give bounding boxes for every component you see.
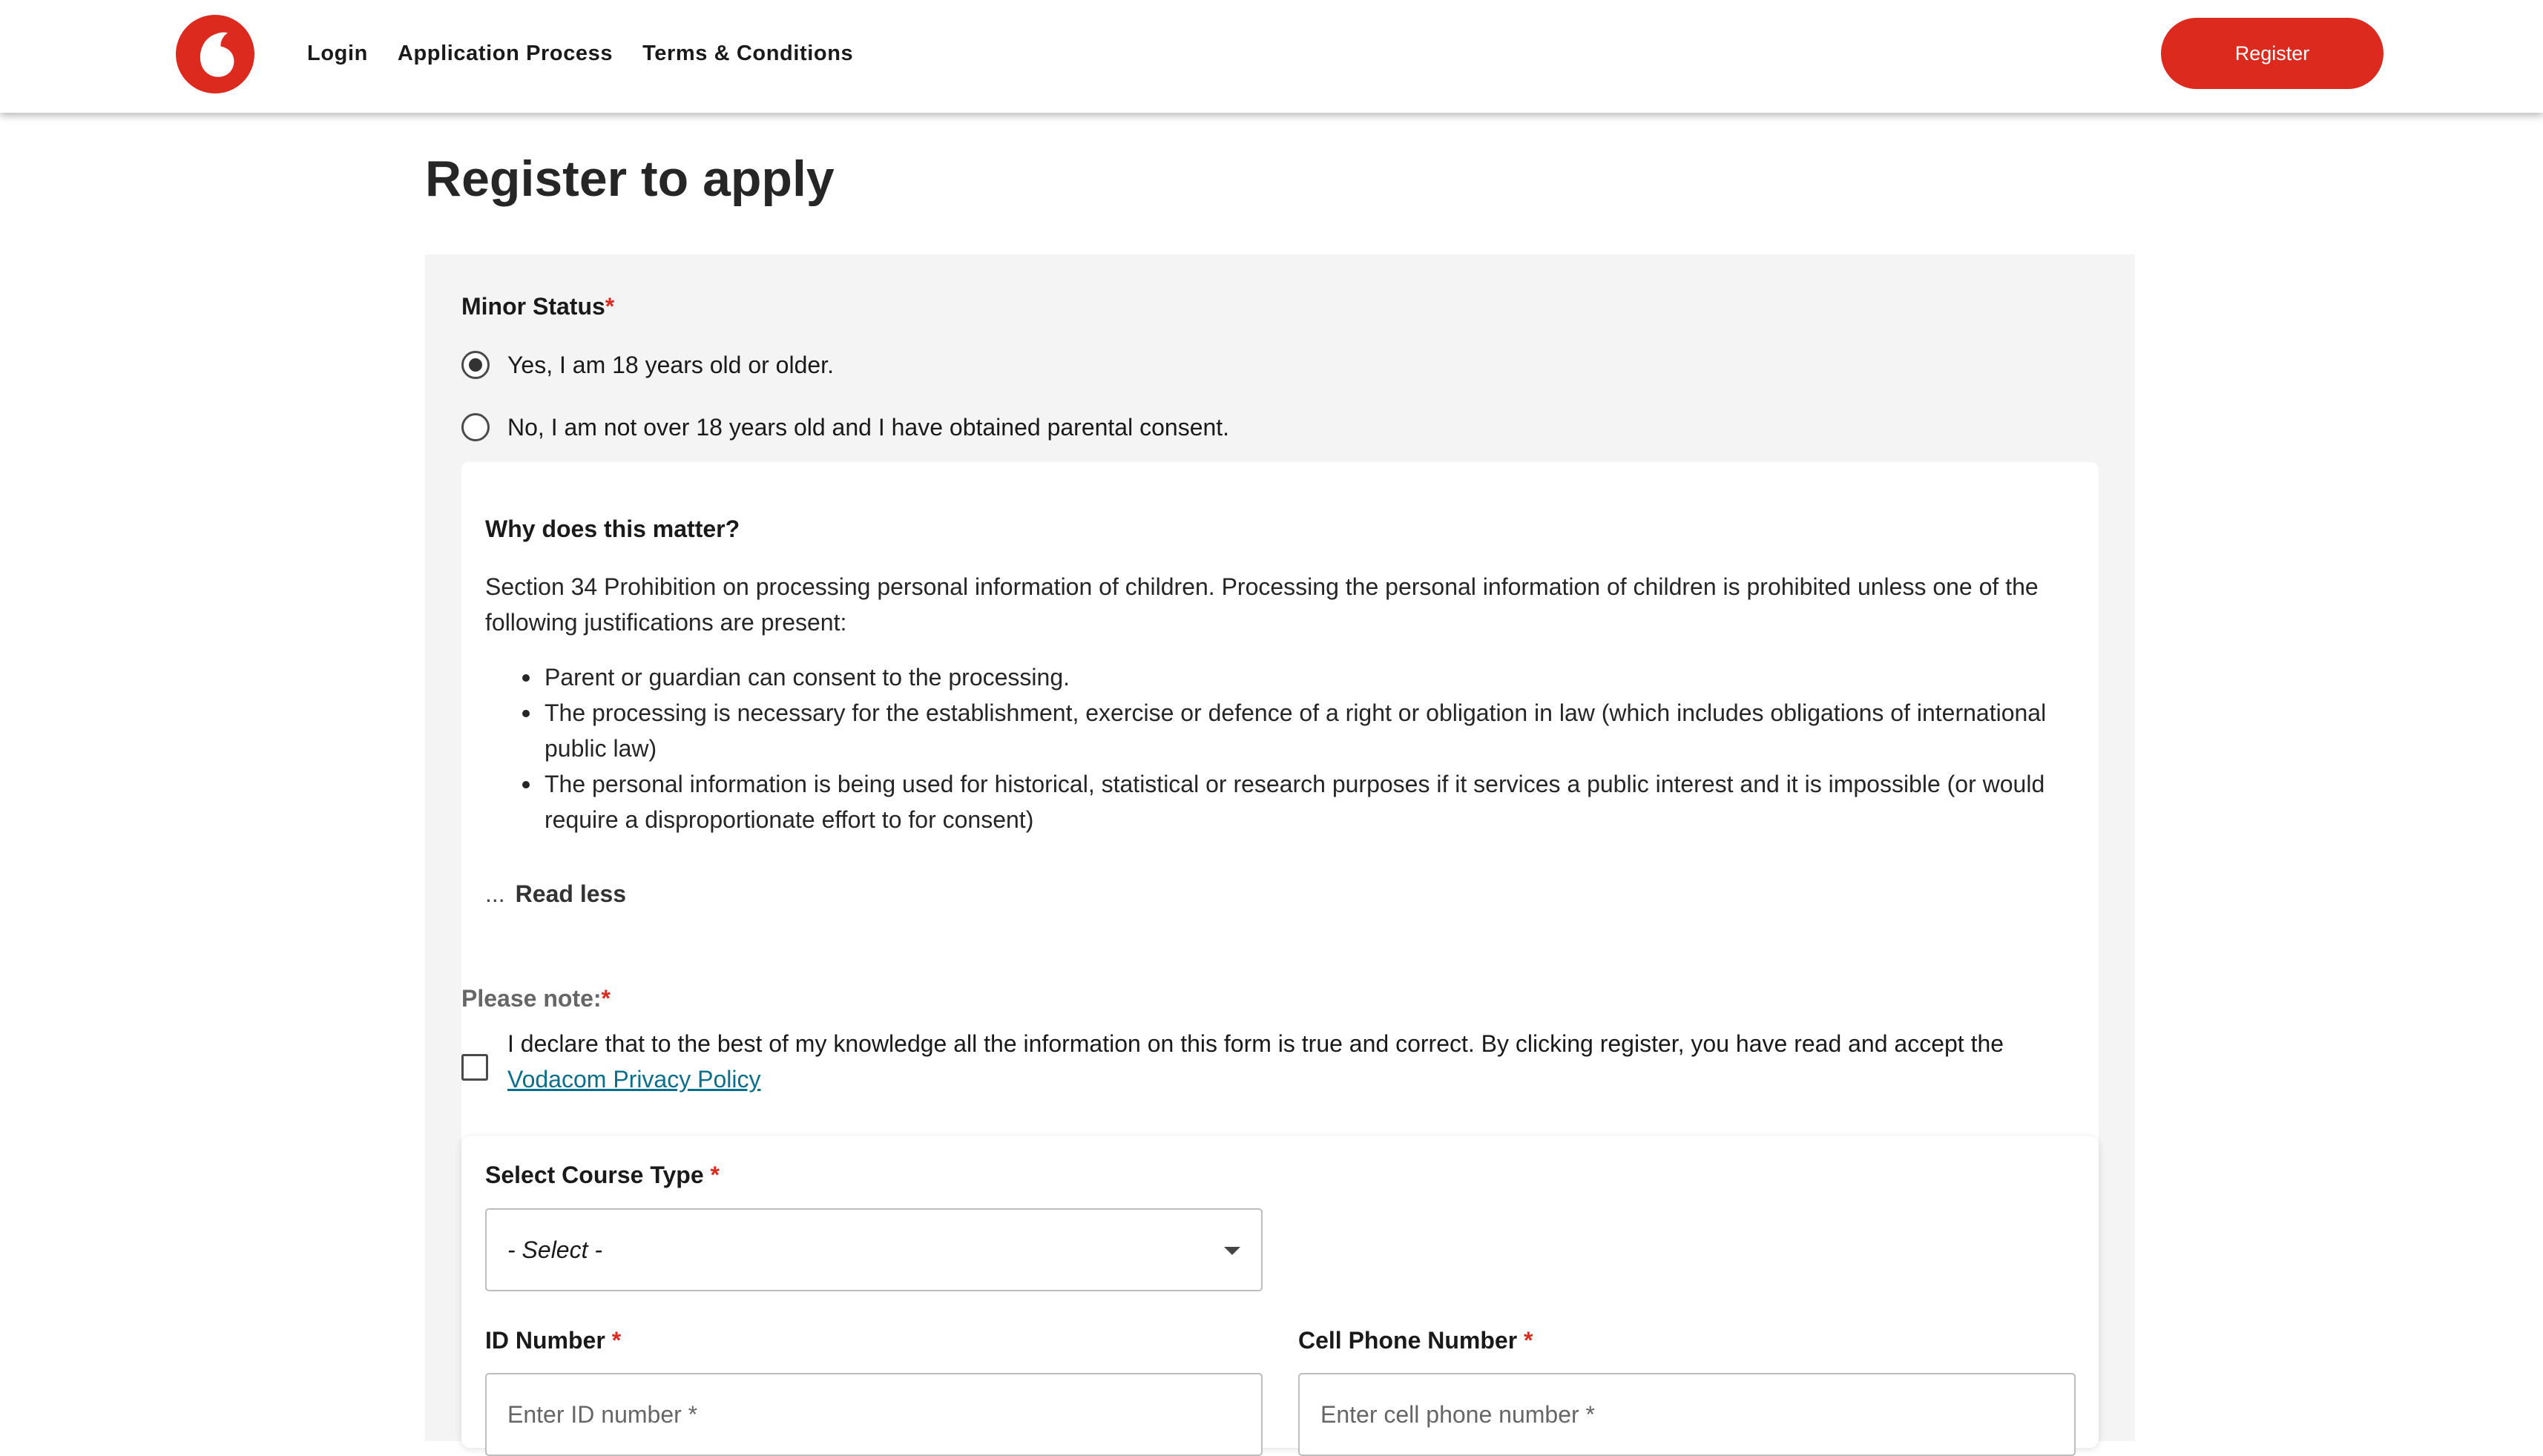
radio-option-adult[interactable] xyxy=(461,351,834,379)
registration-panel xyxy=(425,254,2135,1441)
declaration-row[interactable] xyxy=(461,1026,2125,1097)
cell-phone-label xyxy=(1298,1327,1533,1354)
id-number-label-text: ID Number xyxy=(485,1327,605,1354)
ellipsis: ... xyxy=(485,880,505,907)
course-type-label xyxy=(485,1162,720,1189)
radio-option-label: No, I am not over 18 years old and I have obtained parental consent. xyxy=(507,413,1230,441)
registration-form-card xyxy=(461,1136,2099,1448)
radio-option-minor[interactable] xyxy=(461,413,1229,441)
main-nav xyxy=(307,0,883,107)
declaration-text xyxy=(507,1026,2125,1097)
register-button[interactable]: Register xyxy=(2161,18,2384,89)
please-note-label xyxy=(461,985,611,1012)
required-mark: * xyxy=(605,293,615,320)
id-number-input[interactable] xyxy=(485,1373,1263,1456)
radio-button-adult[interactable] xyxy=(461,351,490,379)
radio-button-minor[interactable] xyxy=(461,413,490,441)
nav-login[interactable]: Login xyxy=(307,41,368,65)
read-less-label: Read less xyxy=(515,880,627,907)
minor-status-label-text: Minor Status xyxy=(461,293,605,320)
list-item: The processing is necessary for the establishment, exercise or defence of a right or obligation in law (which includes obligations of international public law) xyxy=(521,695,2064,766)
course-type-select[interactable] xyxy=(485,1208,1263,1291)
nav-terms-conditions[interactable]: Terms & Conditions xyxy=(642,41,854,65)
course-type-selected-value: - Select - xyxy=(507,1236,603,1263)
required-mark: * xyxy=(601,985,611,1012)
vodafone-logo-icon[interactable] xyxy=(176,15,254,93)
read-less-link[interactable] xyxy=(485,880,626,908)
required-mark: * xyxy=(1524,1327,1533,1354)
declaration-body: I declare that to the best of my knowledge all the information on this form is true and correct. By clicking register, you have read and accept the xyxy=(507,1030,2004,1057)
cell-phone-label-text: Cell Phone Number xyxy=(1298,1327,1518,1354)
info-title: Why does this matter? xyxy=(485,515,740,542)
declaration-checkbox[interactable] xyxy=(461,1054,488,1081)
minor-status-label xyxy=(461,293,614,320)
privacy-policy-link[interactable]: Vodacom Privacy Policy xyxy=(507,1066,761,1093)
required-mark: * xyxy=(710,1162,720,1188)
info-bullet-list xyxy=(521,659,2064,837)
list-item: The personal information is being used for historical, statistical or research purposes if it services a public interest and it is impossible (or would require a disproportionate effort to for consent) xyxy=(521,766,2064,837)
id-number-label xyxy=(485,1327,621,1354)
info-paragraph: Section 34 Prohibition on processing personal information of children. Processing the personal information of children is prohibited unless one of the following justifications are present: xyxy=(485,573,2039,636)
nav-application-process[interactable]: Application Process xyxy=(397,41,613,65)
page-title: Register to apply xyxy=(425,151,835,207)
course-type-label-text: Select Course Type xyxy=(485,1162,704,1188)
site-header xyxy=(0,0,2543,113)
cell-phone-input[interactable] xyxy=(1298,1373,2076,1456)
required-mark: * xyxy=(611,1327,622,1354)
please-note-text: Please note: xyxy=(461,985,602,1012)
chevron-down-icon xyxy=(1224,1247,1240,1255)
radio-option-label: Yes, I am 18 years old or older. xyxy=(507,351,834,378)
list-item: Parent or guardian can consent to the processing. xyxy=(521,659,2064,695)
